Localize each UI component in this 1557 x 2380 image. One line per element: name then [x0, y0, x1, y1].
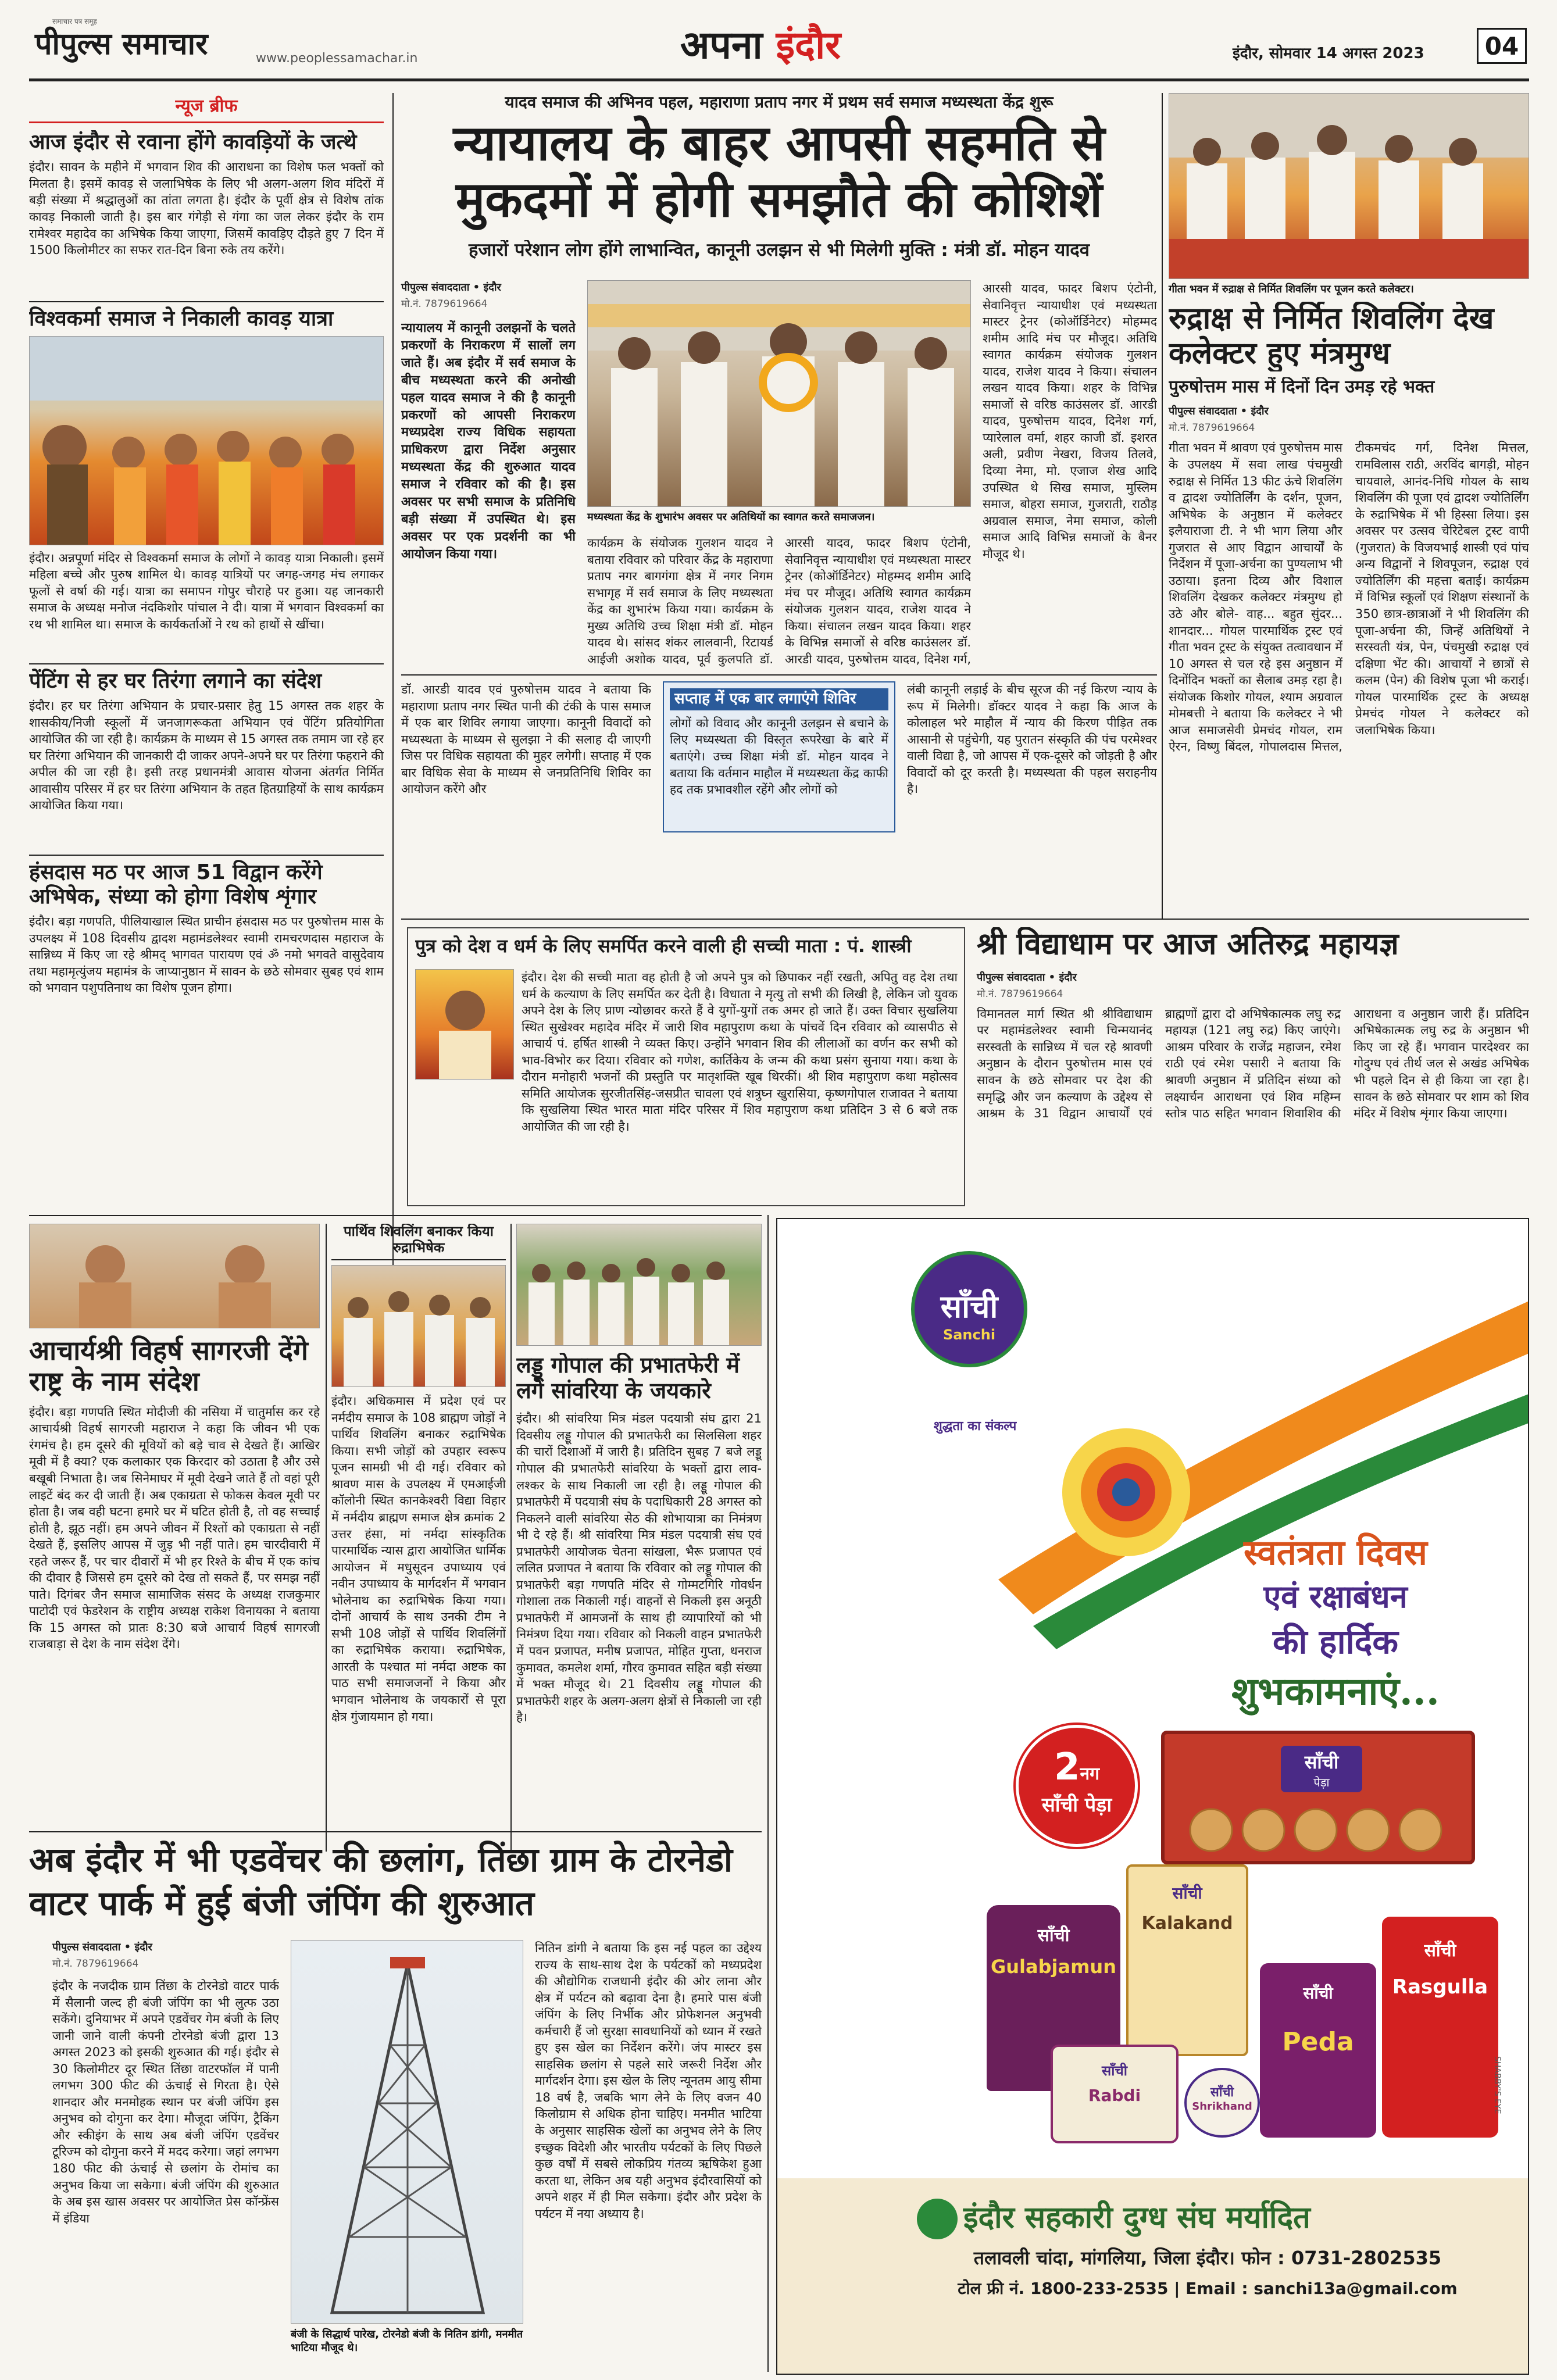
greeting-line-4: शुभकामनाएं... [1231, 1668, 1440, 1714]
vidyadham-headline: श्री विद्याधाम पर आज अतिरुद्र महायज्ञ [977, 927, 1399, 962]
masthead-rule [29, 78, 1529, 81]
ad-divider [767, 1215, 769, 2372]
section-title-part2: इंदौर [776, 23, 841, 67]
peda-pieces [1165, 1798, 1479, 1862]
greeting-line-3: की हार्दिक [1273, 1622, 1398, 1661]
column-divider-3 [326, 1224, 327, 1852]
parthiv-body: इंदौर। अधिकमास में प्रदेश एवं पर नर्मदीय समाज के 108 ब्राह्मण जोड़ों ने पार्थिव शिवलिंग बनाकर रुद्राभिषेक किया। सभी जोड़ों को उपहार स्वरूप पूजन सामग्री भी दी गई। रविवार को श्रावण मास के उपलक्ष्य में एमआईजी कॉलोनी स्थित कानकेश्वरी विद्या विहार में नर्मदीय ब्राह्मण समाज क्षेत्र क्रमांक 2 उत्तर हंसा, मां नर्मदा सांस्कृतिक पारमार्थिक न्यास द्वारा आयोजित धार्मिक आयोजन में मधुसूदन उपाध्याय एवं नवीन उपाध्याय के मार्गदर्शन में भगवान भोलेनाथ का रुद्राभिषेक किया गया। दोनों आचार्य के साथ उनकी टीम ने सभी 108 जोड़ों से पार्थिव शिवलिंगों का रुद्राभिषेक कराया। रुद्राभिषेक, आरती के पश्चात मां नर्मदा अष्टक का पाठ सभी समाजजनों ने किया और भगवान भोलेनाथ के जयकारों से पूरा क्षेत्र गुंजायमान हो गया। [331, 1394, 506, 1724]
acharya-photo [29, 1224, 320, 1328]
brief-3-headline: पेंटिंग से हर घर तिरंगा लगाने का संदेश [29, 663, 384, 693]
lead-headline: न्यायालय के बाहर आपसी सहमति से मुकदमों में होगी समझौते की कोशिशें [453, 115, 1105, 228]
brief-3-body: इंदौर। हर घर तिरंगा अभियान के प्रचार-प्रसार हेतु 15 अगस्त तक शहर के शासकीय/निजी स्कूलों में जनजागरूकता अभियान एवं पेंटिंग प्रतियोगिता आयोजित की जा रही है। कार्यक्रम के माध्यम से 15 अगस्त तक तमाम जा रहे हर घर तिरंगा अभियान की जानकारी दी जाकर अपने-अपने घर पर तिरंगा फहराने की अपील की जा रही है। इसी तरह प्रधानमंत्री आवास योजना अंतर्गत निर्मित आवासीय परिसर में हर घर तिरंगा अभियान के तहत हितग्राहियों के साथ कार्यक्रम आयोजित किया गया। [29, 699, 384, 813]
brief-2-headline: विश्वकर्मा समाज ने निकाली कावड़ यात्रा [29, 301, 384, 331]
vidyadham-story [977, 927, 1529, 1206]
bungee-tower-illustration [291, 1941, 523, 2324]
mid-rule-1 [401, 919, 1529, 920]
shivling-headline: रुद्राक्ष से निर्मित शिवलिंग देख कलेक्टर हुए मंत्रमुग्ध [1169, 302, 1494, 371]
lead-photo [587, 280, 971, 507]
shivling-body: गीता भवन में श्रावण एवं पुरुषोत्तम मास के उपलक्ष्य में सवा लाख पंचमुखी रुद्राक्ष से निर्मित 13 फीट ऊंचे शिवलिंग व द्वादश ज्योतिर्लिंग के दर्शन, पूजन, अभिषेक के अनुष्ठान में कलेक्टर इलैयाराजा टी. ने भी भाग लिया और गुजरात से आए विद्वान आचार्यों के निर्देशन में पूजा-अर्चना का पुण्यलाभ भी उठाया। इतना दिव्य और विशाल शिवलिंग देखकर कलेक्टर मंत्रमुग्ध हो उठे और बोले- वाह... बहुत सुंदर... शानदार... गोयल पारमार्थिक ट्रस्ट एवं गीता भवन ट्रस्ट के संयुक्त तत्वावधान में 10 अगस्त से चल रहे इस अनुष्ठान में दिनोंदिन भक्तों का सैलाब उमड़ रहा है। संयोजक किशोर गोयल, श्याम अग्रवाल मोमबत्ती ने बताया कि कलेक्टर ने भी आज समाजसेवी प्रेमचंद गोयल, राम ऐरन, विष्णु बिंदल, गोपालदास मित्तल, टीकमचंद गर्ग, दिनेश मित्तल, रामविलास राठी, अरविंद बागड़ी, मोहन चायवाले, आनंद-निधि गोयल के साथ शिवलिंग की पूजा एवं द्वादश ज्योतिर्लिंग के रुद्राभिषेक में भी हिस्सा लिया। इस अवसर पर उत्सव चेरिटेबल ट्रस्ट वापी (गुजरात) के विजयभाई शास्त्री एवं पांच अन्य विद्वानों ने शिवपूजन, रुद्राक्ष एवं ज्योतिर्लिंग की महत्ता बताई। कार्यक्रम में विभिन्न स्कूलों एवं शिक्षण संस्थानों के 350 छात्र-छात्राओं ने भी शिवलिंग की पूजा-अर्चना की, जिन्हें अतिथियों ने सरस्वती यंत्र, पेन, पंचमुखी रुद्राक्ष एवं दक्षिणा भेंट की। आचार्यों ने छात्रों से कलम (पेन) की विशेष पूजा भी कराई। गोयल पारमार्थिक ट्रस्ट के अध्यक्ष प्रेमचंद गोयल ने कलेक्टर को जलाभिषेक किया। [1169, 441, 1529, 754]
bungee-body: इंदौर के नजदीक ग्राम तिंछा के टोरनेडो वाटर पार्क में सैलानी जल्द ही बंजी जंपिंग का भी लुत्फ उठा सकेंगे। दुनियाभर में अपने एडवेंचर गेम बंजी के लिए जानी जाने वाली कंपनी टोरनेडो बंजी द्वारा 13 अगस्त 2023 को इसकी शुरुआत की गई। इंदौर से 30 किलोमीटर दूर स्थित तिंछा वाटरफॉल में पानी लगभग 300 फीट की ऊंचाई से गिरता है। ऐसे शानदार और मनमोहक स्थान पर बंजी जंपिंग इस अनुभव को दोगुना कर देगा। मौजूदा जंपिंग, ट्रैकिंग और स्कीइंग के साथ अब बंजी जंपिंग एडवेंचर टूरिज्म को दोगुना करने में मदद करेगा। जहां लगभग 180 फीट की ऊंचाई से छलांग के रोमांच का अनुभव किया जा सकेगा। बंजी जंपिंग की शुरुआत के अब इस खास अवसर पर आयोजित प्रेस कॉन्फ्रेंस में इंडिया [52, 1979, 279, 2225]
product-kalakand [1126, 1864, 1248, 2056]
brief-4-body: इंदौर। बड़ा गणपति, पीलियाखाल स्थित प्राचीन हंसदास मठ पर पुरुषोत्तम मास के उपलक्ष्य में 108 दिवसीय द्वादश महामंडलेश्वर स्वामी रामचरणदास महाराज के सान्निध्य में किए जा रहे श्रीमद् भागवत पारायण एवं ॐ नमो भगवते वासुदेवाय तथा महामृत्युंजय महामंत्र के जाप्यानुष्ठान में सावन के छठे सोमवार सुबह एवं शाम को भगवान पशुपतिनाथ का विशेष पूजन होगा। [29, 914, 384, 995]
acharya-story [29, 1224, 320, 1869]
lead-byline-text: पीपुल्स संवाददाता • इंदौर [401, 281, 501, 294]
shastri-photo-illustration [416, 970, 514, 1080]
lead-byline-mobile: मो.नं. 7879619664 [401, 298, 488, 310]
product-kalakand-name: Kalakand [1141, 1913, 1233, 1934]
greeting-line-2: एवं रक्षाबंधन [1263, 1578, 1408, 1615]
lead-kicker: यादव समाज की अभिनव पहल, महाराणा प्रताप नगर में प्रथम सर्व समाज मध्यस्थता केंद्र शुरू [505, 93, 1054, 112]
masthead [0, 0, 1557, 87]
bungee-byline-mobile: मो.नं. 7879619664 [52, 1958, 139, 1970]
vidyadham-body: विमानतल मार्ग स्थित श्री श्रीविद्याधाम पर महामंडलेश्वर स्वामी चिन्मयानंद सरस्वती के सान्निध्य में चल रहे श्रावणी अनुष्ठान के दौरान पुरुषोत्तम मास एवं सावन के छठे सोमवार पर देश की समृद्धि और जन कल्याण के उद्देश्य से आश्रम के 31 विद्वान आचार्यों एवं ब्राह्मणों द्वारा दो अभिषेकात्मक लघु रुद्र महायज्ञ (121 लघु रुद्र) किए जाएंगे। आश्रम परिवार के राजेंद्र महाजन, रमेश राठी एवं रमेश पसारी ने बताया कि श्रावणी अनुष्ठान में प्रतिदिन संध्या को लक्ष्यार्चन आराधना एवं शिव महिम्न स्तोत्र पाठ सहित भगवान शिवाशिव की आराधना व अनुष्ठान जारी हैं। प्रतिदिन अभिषेकात्मक लघु रुद्र के अनुष्ठान भी किए जा रहे हैं। भगवान पारदेश्वर का गोदुग्ध एवं तीर्थ जल से अखंड अभिषेक भी पहले दिन से ही किया जा रहा है। सावन के छठे सोमवार पर शाम को शिव मंदिर में विशेष शृंगार किया जाएगा। [977, 1006, 1529, 1121]
section-title-part1: अपना [680, 23, 763, 67]
brief-2-caption: इंदौर। अन्नपूर्णा मंदिर से विश्वकर्मा समाज के लोगों ने कावड़ यात्रा निकाली। इसमें महिला बच्चे और पुरुष शामिल थे। कावड़ यात्रियों पर जगह-जगह मंच लगाकर फूलों से वर्षा की गई। यात्रा का समापन गोपुर चौराहे पर हुआ। यह जानकारी समाज के अध्यक्ष मनोज नंदकिशोर पांचाल ने दी। यात्रा में भगवान विश्वकर्मा का रथ भी शामिल था। समाज के कार्यकर्ताओं ने रथ को हाथों से खींचा। [29, 551, 384, 631]
acharya-photo-illustration [30, 1224, 320, 1328]
product-rasgulla-name: Rasgulla [1392, 1975, 1488, 1999]
bungee-tower-photo [291, 1940, 523, 2324]
org-contact[interactable]: टोल फ्री नं. 1800-233-2535 | Email : sanchi13a@gmail.com [958, 2279, 1458, 2298]
lead-col3: आरसी यादव, फादर बिशप एंटोनी, सेवानिवृत्त न्यायाधीश एवं मध्यस्थता मास्टर ट्रेनर (कोऑर्डिनेटर) मोहम्मद शमीम आदि मंच पर मौजूद। अतिथि स्वागत कार्यक्रम संयोजक गुलशन यादव, राजेश यादव ने किया। संचालन लखन यादव किया। शहर के विभिन्न समाजों से वरिष्ठ काउंसलर डॉ. आरडी यादव, पुरुषोत्तम यादव, दिनेश गर्ग, [785, 536, 971, 666]
sanchi-logo-english: Sanchi [942, 1327, 996, 1343]
laddu-photo [516, 1224, 762, 1346]
lead-lower-left: डॉ. आरडी यादव एवं पुरुषोत्तम यादव ने बताया कि महाराणा प्रताप नगर स्थित पानी की टंकी के पास समाज में एक बार शिविर लगाया जाएगा। कानूनी विवादों को मध्यस्थता के माध्यम से सुलझा ने की सलाह दी जाएगी जिस पर विधिक सहायता की मुहर लगेगी। सप्ताह में एक बार विधिक सेवा के माध्यम से जनप्रतिनिधि शिविर का आयोजन करेंगे और [401, 682, 651, 796]
shivling-photo-illustration [1169, 94, 1529, 279]
news-brief-column [29, 93, 384, 1203]
shastri-story [407, 927, 965, 1206]
product-rasgulla [1382, 1917, 1498, 2138]
peda-box [1161, 1731, 1475, 1864]
ad-footer [777, 2181, 1529, 2375]
brief-4-headline: हंसदास मठ पर आज 51 विद्वान करेंगे अभिषेक, संध्या को होगा विशेष शृंगार [29, 855, 384, 909]
acharya-headline: आचार्यश्री विहर्ष सागरजी देंगे राष्ट्र के नाम संदेश [29, 1335, 308, 1397]
product-peda [1260, 1963, 1376, 2138]
parthiv-photo [331, 1265, 506, 1387]
product-kalakand-brand: साँची [1172, 1884, 1202, 1903]
milk-union-icon [917, 2199, 958, 2239]
camp-box-title: सप्ताह में एक बार लगाएंगे शिविर [670, 688, 888, 710]
dateline: इंदौर, सोमवार 14 अगस्त 2023 [1233, 45, 1424, 62]
parthiv-label: पार्थिव शिवलिंग बनाकर किया रुद्राभिषेक [331, 1224, 506, 1260]
bungee-story [29, 1838, 762, 2373]
laddu-photo-illustration [517, 1224, 762, 1346]
lead-lower-right: लंबी कानूनी लड़ाई के बीच सूरज की नई किरण न्याय के रूप में मिलेगी। डॉक्टर यादव ने कहा कि आज के कोलाहल भरे माहौल में न्याय की किरण पीड़ित तक आसानी से पहुंचेगी, यह पुरातन संस्कृति की पंच परमेश्वर वाली विद्या है, जो आपस में एक-दूसरे को जोड़ती है और विवादों को दूर करती है। मध्यस्थता की पहल सराहनीय है। [907, 682, 1157, 796]
brief-1-body: इंदौर। सावन के महीने में भगवान शिव की आराधना का विशेष फल भक्तों को मिलता है। इसमें कावड़ से जलाभिषेक के लिए भी अलग-अलग शिव मंदिरों में बड़ी संख्या में श्रद्धालुओं का तांता लगता है। इंदौर के पूर्वी क्षेत्र से विशेष तांक कावड़ निकाली जाती है। इस बार गंगेड़ी से गंगा का जल लेकर इंदौर के राम रामेश्वर महादेव का अभिषेक किया जाएगा, जिसमें कावड़िए दौड़ते हुए 7 दिन में 1500 किलोमीटर का सफर रात-दिन बिना रुके तय करेंगे। [29, 160, 384, 258]
shivling-story [1169, 93, 1529, 913]
product-rasgulla-brand: साँची [1424, 1941, 1456, 1961]
product-shrikhand-brand: साँची [1210, 2085, 1234, 2100]
lead-photo-illustration [588, 281, 971, 507]
peda-badge [1016, 1725, 1138, 1847]
peda-badge-text: साँची पेड़ा [1041, 1793, 1112, 1817]
shastri-headline: पुत्र को देश व धर्म के लिए समर्पित करने वाली ही सच्ची माता : पं. शास्त्री [415, 935, 912, 957]
greeting-line-1: स्वतंत्रता दिवस [1244, 1532, 1427, 1573]
product-peda-brand: साँची [1303, 1984, 1333, 2003]
bungee-byline: पीपुल्स संवाददाता • इंदौर [52, 1941, 152, 1953]
brand-tagline: समाचार पत्र समूह [52, 17, 97, 26]
lead-byline [401, 280, 576, 310]
camp-box [663, 681, 895, 832]
laddu-body: इंदौर। श्री सांवरिया मित्र मंडल पदयात्री संघ द्वारा 21 दिवसीय लड्डू गोपाल की प्रभातफेरी का सिलसिला शहर की चारों दिशाओं में जारी है। प्रतिदिन सुबह 7 बजे लड्डू गोपाल की प्रभातफेरी सांवरिया के भक्तों द्वारा लाव-लश्कर के साथ निकाली जा रही है। लड्डू गोपाल की प्रभातफेरी में पदयात्री संघ के पदाधिकारी 28 अगस्त को निकलने वाली सांवरिया सेठ की शोभायात्रा का निमंत्रण भी दे रहे हैं। श्री सांवरिया मित्र मंडल पदयात्री संघ एवं प्रभातफेरी आयोजक चेतना सांखला, भैरू प्रजापत एवं ललित प्रजापत ने बताया कि रविवार को लड्डू गोपाल की प्रभातफेरी बड़ा गणपति मंदिर से गोम्मटगिरि गोवर्धन गोशाला तक निकाली गई। वाहनों से निकली इस अनूठी प्रभातफेरी में आमजनों के साथ ही व्यापारियों को भी निमंत्रण दिया गया। रविवार को निकली वाहन प्रभातफेरी में पवन प्रजापत, मनीष प्रजापत, मोहित गुप्ता, धनराज कुमावत, कमलेश शर्मा, गौरव कुमावत सहित बड़ी संख्या में भक्त मौजूद थे। 21 दिवसीय लड्डू गोपाल की प्रभातफेरी शहर के अलग-अलग क्षेत्रों से निकाली जा रही है। [516, 1411, 762, 1725]
org-name: इंदौर सहकारी दुग्ध संघ मर्यादित [963, 2200, 1310, 2235]
peda-box-brand-name: साँची [1304, 1751, 1339, 1773]
news-brief-label: न्यूज ब्रीफ [29, 93, 384, 123]
lead-photo-caption: मध्यस्थता केंद्र के शुभारंभ अवसर पर अतिथियों का स्वागत करते समाजजन। [587, 511, 875, 523]
lead-deck: हजारों परेशान लोग होंगे लाभान्वित, कानूनी उलझन से भी मिलेगी मुक्ति : मंत्री डॉ. मोहन यादव [468, 240, 1090, 261]
laddu-story [516, 1224, 762, 1869]
lead-intro: न्यायालय में कानूनी उलझनों के चलते प्रकरणों के निराकरण में सालों लग जाते हैं। अब इंदौर में सर्व समाज के बीच मध्यस्थता करने की अनोखी पहल यादव समाज ने की है कानूनी प्रकरणों को आपसी निराकरण मध्यप्रदेश राज्य विधिक सहायता प्राधिकरण द्वारा निर्देश अनुसार मध्यस्थता केंद्र की शुरुआत यादव समाज ने रविवार को की है। इस अवसर पर सभी समाज के प्रतिनिधि बड़ी संख्या में उपस्थित थे। इस अवसर पर एक प्रदर्शनी का भी आयोजन किया गया। [401, 321, 576, 562]
lead-col3-top-text: आरसी यादव, फादर बिशप एंटोनी, सेवानिवृत्त न्यायाधीश एवं मध्यस्थता मास्टर ट्रेनर (कोऑर्डिनेटर) मोहम्मद शमीम आदि मंच पर मौजूद। अतिथि स्वागत कार्यक्रम संयोजक गुलशन यादव, राजेश यादव ने किया। संचालन लखन यादव किया। शहर के विभिन्न समाजों से वरिष्ठ काउंसलर डॉ. आरडी यादव, पुरुषोत्तम यादव, दिनेश गर्ग, प्यारेलाल वर्मा, शहर काजी डॉ. इशरत अली, प्रवीण नेखरा, विजय तिलवे, दिव्या नेमा, मो. एजाज शेख आदि उपस्थित थे सिख समाज, मुस्लिम समाज, बोहरा समाज, गुजराती, राठौड़ अग्रवाल समाज, नेमा समाज, कोली समाज आदि विभिन्न समाजों के बैनर मौजूद थे। [983, 281, 1157, 561]
ad-credit: SHABBY'S EYE [1492, 2056, 1502, 2114]
shastri-photo [415, 969, 514, 1080]
lead-lower-rule [401, 674, 1157, 676]
acharya-body: इंदौर। बड़ा गणपति स्थित मोदीजी की नसिया में चातुर्मास कर रहे आचार्यश्री विहर्ष सागरजी महाराज ने कहा कि जीवन भी एक रंगमंच है। हम दूसरे की मूवियों को बड़े चाव से देखते हैं। आखिर मूवी में है क्या? एक कलाकार एक किरदार को उठाता है और उसे बखूबी निभाता है। जब सिनेमाघर में मूवी देखने जाते हैं तो वहां पूरी लाइटें बंद कर दी जाती हैं। अब एकाग्रता से फोकस केवल मूवी पर होता है। जब वही घटना हमारे घर में घटित होती है, तो वह सच्चाई होती है, झूठ नहीं। हम अपने जीवन में रिश्तों को एकाग्रता से नहीं देखते हैं, इसलिए आपस में जुड़ भी नहीं पाते। हम चारदीवारी में रहते जरूर हैं, पर चार दीवारों में भी हर रिश्ते के बीच में एक कांच की दीवार है जिससे हम दूसरे को देख तो सकते हैं, पर समझ नहीं पाते। दिगंबर जैन समाज सामाजिक संसद के अध्यक्ष राजकुमार पाटोदी एवं फेडरेशन के राष्ट्रीय अध्यक्ष राकेश विनायका ने बताया कि 15 अगस्त को प्रातः 8:30 बजे आचार्य विहर्ष सागरजी राजबाड़ा से देश के नाम संदेश देंगे। [29, 1405, 320, 1652]
kawad-yatra-photo [29, 336, 384, 545]
product-rabdi-name: Rabdi [1088, 2086, 1141, 2105]
product-shrikhand [1184, 2068, 1260, 2138]
org-address: तलावली चांदा, मांगलिया, जिला इंदौर। फोन : 0731-2802535 [973, 2247, 1442, 2269]
page-number: 04 [1477, 28, 1527, 64]
parthiv-story [331, 1224, 506, 1863]
shivling-photo-caption: गीता भवन में रुद्राक्ष से निर्मित शिवलिंग पर पूजन करते कलेक्टर। [1169, 283, 1414, 295]
sanchi-logo-hindi: साँची [940, 1288, 998, 1325]
shivling-deck: पुरुषोत्तम मास में दिनों दिन उमड़ रहे भक्त [1169, 377, 1435, 397]
shivling-byline-mobile: मो.नं. 7879619664 [1169, 422, 1255, 434]
lead-story [401, 93, 1157, 907]
mid-rule-2 [29, 1215, 762, 1216]
product-gulabjamun-brand: साँची [1037, 1925, 1070, 1946]
shastri-body: इंदौर। देश की सच्ची माता वह होती है जो अपने पुत्र को छिपाकर नहीं रखती, अपितु वह देश तथा धर्म के कल्याण के लिए समर्पित कर देती है। विधाता ने मृत्यु तो सभी की लिखी है, लेकिन जो युवक अपने देश के लिए प्राण न्योछावर करते हैं वे युगों-युगों तक अमर हो जाते हैं। उक्त विचार सुखलिया स्थित सुखेश्वर महादेव मंदिर में जारी शिव महापुराण कथा के पांचवें दिन रविवार को व्यासपीठ से आचार्य पं. हर्षित शास्त्री ने व्यक्त किए। उन्होंने भगवान शिव की लीलाओं का वर्णन कर सभी को भाव-विभोर कर दिया। रविवार को गणेश, कार्तिकेय के जन्म की कथा प्रसंग सुनाया गया। कथा के दौरान मनोहारी भजनों की प्रस्तुति पर मातृशक्ति खूब थिरकीं। श्री शिव महापुराण कथा महोत्सव समिति आयोजक सुरजीतसिंह-जसप्रीत चावला एवं शत्रुघ्न खुरासिया, कृष्णगोपाल राजावत ने बताया कि सुखलिया स्थित भारत माता मंदिर परिसर में शिव महापुराण कथा प्रतिदिन 3 से 6 बजे तक आयोजित की जा रही है। [522, 970, 958, 1134]
kawad-yatra-illustration [30, 337, 384, 545]
product-rabdi [1051, 2045, 1179, 2143]
peda-badge-count: 2नग [1054, 1746, 1100, 1789]
lead-col2: कार्यक्रम के संयोजक गुलशन यादव ने बताया रविवार को परिवार केंद्र के महाराणा प्रताप नगर बागगंगा क्षेत्र में नगर निगम सभागृह में सर्व समाज के लिए मध्यस्थता केंद्र का शुभारंभ किया गया। कार्यक्रम के मुख्य अतिथि उच्च शिक्षा मंत्री डॉ. मोहन यादव थे। सांसद शंकर लालवानी, रिटायर्ड आईजी अशोक यादव, पूर्व कुलपति डॉ. [587, 536, 773, 666]
shivling-byline: पीपुल्स संवाददाता • इंदौर [1169, 405, 1269, 418]
section-title [680, 17, 841, 70]
bungee-top-rule [29, 1831, 762, 1832]
sanchi-ad[interactable] [776, 1218, 1529, 2375]
parthiv-photo-illustration [332, 1266, 506, 1387]
brand-logo [35, 22, 208, 63]
bungee-headline: अब इंदौर में भी एडवेंचर की छलांग, तिंछा ग्राम के टोरनेडो वाटर पार्क में हुई बंजी जंपिंग की शुरुआत [29, 1840, 733, 1924]
brand-name: पीपुल्स समाचार [35, 27, 208, 62]
column-divider-4 [510, 1224, 512, 1852]
brief-1-headline: आज इंदौर से रवाना होंगे कावड़ियों के जत्थे [29, 130, 357, 154]
website-url[interactable]: www.peoplessamachar.in [256, 51, 418, 66]
bungee-photo-caption: बंजी के सिद्धार्थ पारेख, टोरनेडो बंजी के नितिन डांगी, मनमीत भाटिया मौजूद थे। [291, 2328, 523, 2354]
sanchi-tagline: शुद्धता का संकल्प [933, 1419, 1017, 1434]
column-divider-1 [392, 93, 394, 1308]
bungee-byline-block [52, 1940, 279, 1970]
camp-box-text: लोगों को विवाद और कानूनी उलझन से बचाने के लिए मध्यस्थता की विस्तृत रूपरेखा के बारे में बताएंगे। उच्च शिक्षा मंत्री डॉ. मोहन यादव ने बताया कि वर्तमान माहौल में मध्यस्थता केंद्र काफी हद तक प्रभावशील रहेंगे और लोगों को [670, 716, 888, 797]
lead-col3-top [983, 280, 1157, 664]
sanchi-logo [911, 1251, 1027, 1367]
column-divider-2 [1162, 93, 1163, 919]
peda-box-brand [1281, 1746, 1362, 1792]
vidyadham-byline: पीपुल्स संवाददाता • इंदौर [977, 971, 1077, 984]
vidyadham-byline-mobile: मो.नं. 7879619664 [977, 988, 1063, 1000]
laddu-headline: लड्डू गोपाल की प्रभातफेरी में लगे सांवरिया के जयकारे [516, 1353, 740, 1403]
peda-box-brand-sub: पेड़ा [1313, 1775, 1330, 1789]
product-gulabjamun-name: Gulabjamun [991, 1956, 1116, 1978]
product-peda-name: Peda [1282, 2027, 1354, 2057]
product-shrikhand-name: Shrikhand [1192, 2100, 1252, 2113]
product-rabdi-brand: साँची [1102, 2063, 1127, 2079]
shivling-photo [1169, 93, 1529, 279]
bungee-right-body: नितिन डांगी ने बताया कि इस नई पहल का उद्देश्य राज्य के साथ-साथ देश के पर्यटकों को मध्यप्रदेश की औद्योगिक राजधानी इंदौर की ओर लाना और क्षेत्र में पर्यटन को बढ़ावा देना है। हमारे पास बंजी जंपिंग के लिए निर्भीक और प्रोफेशनल अनुभवी कर्मचारी हैं जो सुरक्षा सावधानियों को ध्यान में रखते हुए इस खेल का निर्देशन करेंगे। जंप मास्टर इस साहसिक छलांग से पहले सारे जरूरी निर्देश और मार्गदर्शन देगा। इस खेल के लिए न्यूनतम आयु सीमा 18 वर्ष है, जबकि भाग लेने के लिए वजन 40 किलोग्राम से अधिक होना चाहिए। मनमीत भाटिया के अनुसार साहसिक खेलों का अनुभव लेने के लिए इच्छुक विदेशी और भारतीय पर्यटकों के लिए पिछले कुछ वर्षों में सबसे लोकप्रिय गंतव्य ऋषिकेश हुआ करता था, लेकिन अब यही अनुभव इंदौरवासियों को अपने शहर में ही मिल सकेगा। इंदौर और प्रदेश के पर्यटन में नया अध्याय है। [535, 1941, 762, 2221]
